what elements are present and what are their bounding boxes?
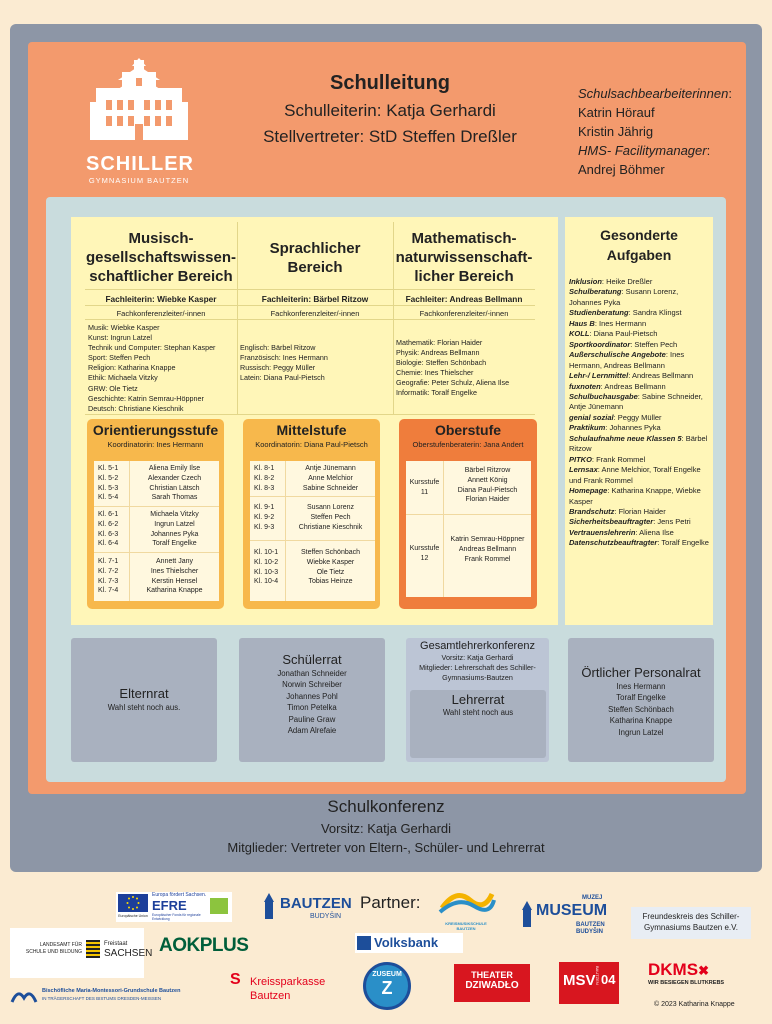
gesondert-item: Sicherheitsbeauftragter: Jens Petri	[569, 517, 691, 527]
schulkonferenz-title: Schulkonferenz	[327, 797, 445, 816]
montessori-icon	[10, 986, 38, 1004]
montessori-sub: IN TRÄGERSCHAFT DES BISTUMS DRESDEN-MEISSEN	[42, 996, 162, 1001]
gesondert-item: Außerschulische Angebote: Ines Hermann, Andreas Bellmann	[569, 350, 685, 370]
montessori-logo	[10, 984, 220, 1006]
klassen-9: Kl. 9-1 Kl. 9-2 Kl. 9-3	[254, 504, 275, 531]
gesondert-item: Lehr-/ Lernmittel: Andreas Bellmann	[569, 371, 694, 381]
lasub-text: LANDESAMT FÜR SCHULE UND BILDUNG	[25, 942, 82, 955]
dziwadlo-label: DZIWADŁO	[465, 980, 519, 991]
gesondert-item: Homepage: Katharina Knappe, Wiebke Kasper	[569, 486, 701, 506]
lehrer-7: Annett Jany Ines Thielscher Kerstin Hensel Katharina Knappe	[146, 558, 203, 595]
lehrer-9: Susann Lorenz Steffen Pech Christiane Kieschnik	[298, 504, 363, 531]
efre-logo	[116, 892, 232, 922]
kursstufe-12: Kursstufe 12	[409, 545, 440, 562]
eu-label: Europäische Union	[118, 914, 148, 918]
oberstufe-title: Oberstufe	[434, 422, 502, 438]
bereich-mathematisch-title: Mathematisch- naturwissenschaft- licher Bereich	[395, 230, 533, 285]
dkms-label: DKMS✖	[648, 960, 709, 979]
fachkonferenz-list-sprachlich: Englisch: Bärbel Ritzow Französisch: Ines Hermann Russisch: Peggy Müller Latein: Diana Paul-Pietsch	[240, 343, 328, 383]
bautzen-tower-icon	[262, 893, 276, 919]
personalrat-title: Örtlicher Personalrat	[581, 665, 701, 680]
mittelstufe-koordinatorin: Koordinatorin: Diana Paul-Pietsch	[255, 440, 368, 449]
klassen-8: Kl. 8-1 Kl. 8-2 Kl. 8-3	[254, 465, 275, 492]
school-building-icon	[86, 58, 192, 148]
schulkonferenz-vorsitz: Vorsitz: Katja Gerhardi	[320, 821, 452, 836]
lehrer-8: Antje Jünemann Anne Melchior Sabine Schneider	[302, 465, 359, 492]
mittelstufe-title: Mittelstufe	[276, 422, 347, 438]
efre-label: EFRE	[152, 898, 187, 913]
gesonderte-list	[569, 277, 711, 549]
freistaat-label: Freistaat	[104, 941, 128, 947]
sparkasse-city: Bautzen	[250, 990, 291, 1002]
theater-logo	[454, 964, 530, 1002]
gesondert-item: Schulbuchausgabe: Sabine Schneider, Antje Jünemann	[569, 391, 703, 412]
schulleitung-title: Schulleitung	[330, 72, 450, 94]
bereich-sprachlich-title: Sprachlicher Bereich	[269, 240, 361, 276]
facilitymanager-name: Andrej Böhmer	[578, 162, 665, 177]
efre-top: Europa fördert Sachsen.	[152, 892, 207, 898]
fachkonferenz-label-1: Fachkonferenzleiter/-innen	[116, 309, 206, 318]
orientierungsstufe-koordinatorin: Koordinatorin: Ines Hermann	[107, 440, 204, 449]
klassen-7: Kl. 7-1 Kl. 7-2 Kl. 7-3 Kl. 7-4	[98, 558, 119, 595]
gesondert-item: PITKO: Frank Rommel	[569, 454, 646, 464]
gesondert-item: Sportkoordinator: Steffen Pech	[569, 339, 678, 349]
lehrer-11: Bärbel Ritzrow Annett König Diana Paul-Pietsch Florian Haider	[457, 467, 518, 504]
museum-tower-icon	[520, 901, 534, 927]
bautzen-label: BAUTZEN	[280, 895, 352, 912]
schuelerrat-box	[239, 638, 385, 762]
gesondert-item: KOLL: Diana Paul-Pietsch	[569, 329, 658, 339]
fachkonferenz-list-mathematisch: Mathematik: Florian Haider Physik: Andreas Bellmann Biologie: Steffen Schönbach Chemie: Ines Thielscher Geografie: Peter Schulz, Aliena Ilse Informatik: Toralf Engelke	[396, 338, 510, 398]
gesamtlehrerkonferenz-title: Gesamtlehrerkonferenz	[420, 640, 535, 652]
msv-side: BAUTZEN	[595, 966, 600, 985]
bereich-musisch-title: Musisch- gesellschaftswissen- schaftlicher Bereich	[85, 230, 237, 285]
fachleiter-sprachlich: Fachleiterin: Bärbel Ritzow	[261, 294, 369, 304]
personalrat-list: Ines Hermann Toralf Engelke Steffen Schönbach Katharina Knappe Ingrun Latzel	[608, 682, 674, 737]
schulleiterin: Schulleiterin: Katja Gerhardi	[284, 101, 496, 120]
budysin-label: BUDYŠIN	[310, 913, 342, 920]
theater-label: THEATER	[471, 970, 513, 980]
efre-sub: Europäischer Fonds für regionale Entwicklung	[152, 913, 201, 921]
msv-label: MSV	[563, 972, 596, 989]
kms-label: KREISMUSIKSCHULE BAUTZEN	[445, 921, 487, 931]
lehrer-10: Steffen Schönbach Wiebke Kasper Ole Tietz Tobias Heinze	[300, 549, 361, 586]
sachbearbeiter-name-1: Katrin Hörauf	[578, 105, 655, 120]
lehrerrat-box	[410, 690, 546, 758]
volksbank-icon	[357, 936, 371, 950]
lehrerrat-text: Wahl steht noch aus	[442, 708, 514, 717]
personalrat-box	[568, 638, 714, 762]
gesondert-item: Inklusion: Heike Dreßler	[569, 277, 653, 286]
gesondert-item: Schulberatung: Susann Lorenz, Johannes Pyka	[569, 287, 679, 307]
logo-name: SCHILLER	[86, 153, 194, 175]
zuseum-logo	[363, 962, 411, 1010]
gesondert-item: Datenschutzbeauftragter: Toralf Engelke	[569, 538, 709, 548]
klassen-6: Kl. 6-1 Kl. 6-2 Kl. 6-3 Kl. 6-4	[98, 511, 119, 548]
gesondert-item: Schulaufnahme neue Klassen 5: Bärbel Ritzow	[569, 433, 708, 454]
lehrerrat-title: Lehrerrat	[451, 692, 505, 707]
dkms-sub: WIR BESIEGEN BLUTKREBS	[648, 980, 725, 986]
sachsen-label: SACHSEN	[104, 948, 153, 959]
museum-logo	[520, 895, 612, 941]
elternrat-text: Wahl steht noch aus.	[107, 703, 181, 712]
gesondert-item: Brandschutz: Florian Haider	[569, 506, 666, 516]
zuseum-z-icon: Z	[381, 978, 393, 998]
facilitymanager-label: HMS- Facilitymanager:	[578, 143, 711, 158]
montessori-label: Bischöfliche Maria-Montessori-Grundschule Bautzen	[42, 988, 181, 994]
freundeskreis-logo: Freundeskreis des Schiller-Gymnasiums Bautzen e.V.	[631, 907, 751, 939]
lehrer-12: Katrin Semrau-Höppner Andreas Bellmann Frank Rommel	[450, 536, 525, 563]
elternrat-title: Elternrat	[119, 686, 169, 701]
gesamt-mitglieder: Mitglieder: Lehrerschaft des Schiller-Gymnasiums-Bautzen	[419, 663, 536, 682]
oberstufe-beraterin: Oberstufenberaterin: Jana Andert	[412, 440, 524, 449]
gesondert-item: fuxnoten: Andreas Bellmann	[569, 381, 666, 391]
fachkonferenz-list-musisch: Musik: Wiebke Kasper Kunst: Ingrun Latzel Technik und Computer: Stephan Kasper Sport: Steffen Pech Religion: Katharina Knappe Ethik: Michaela Vitzky GRW: Ole Tietz Geschichte: Katrin Semrau-Höppner Deutsch: Christiane Kieschnik	[88, 323, 216, 413]
gesondert-item: Praktikum: Johannes Pyka	[569, 423, 661, 433]
msv-logo	[559, 962, 619, 1004]
schulkonferenz-mitglieder: Mitglieder: Vertreter von Eltern-, Schüler- und Lehrerrat	[227, 840, 545, 855]
partner-label: Partner:	[360, 893, 421, 912]
schiller-logo	[86, 58, 194, 185]
copyright: © 2023 Katharina Knappe	[654, 1001, 735, 1008]
gesondert-item: genial sozial: Peggy Müller	[569, 412, 662, 422]
gesondert-item: Haus B: Ines Hermann	[569, 318, 647, 328]
orientierungsstufe-title: Orientierungsstufe	[92, 422, 219, 438]
sachbearbeiter-label: Schulsachbearbeiterinnen:	[578, 86, 732, 101]
schuelerrat-list: Jonathan Schneider Norwin Schreiber Johannes Pohl Timon Petelka Pauline Graw Adam Alrefaie	[277, 669, 347, 736]
zuseum-label: ZUSEUM	[372, 971, 402, 978]
bautzen-logo	[262, 891, 352, 925]
sparkasse-icon: S	[230, 971, 241, 988]
stellvertreter: Stellvertreter: StD Steffen Dreßler	[263, 127, 517, 146]
msv-num: 04	[601, 972, 616, 987]
eu-flag-icon	[118, 894, 148, 912]
logo-sub: GYMNASIUM BAUTZEN	[88, 176, 190, 185]
gesamt-vorsitz: Vorsitz: Katja Gerhardi	[441, 653, 514, 662]
dkms-logo	[646, 960, 736, 988]
fachleiter-musisch: Fachleiterin: Wiebke Kasper	[105, 294, 217, 304]
kursstufe-11: Kursstufe 11	[409, 479, 440, 496]
gesondert-item: Lernsax: Anne Melchior, Toralf Engelke und Frank Rommel	[569, 465, 701, 485]
museum-top: MUZEJ	[582, 895, 603, 901]
efre-green-icon	[210, 898, 228, 914]
fachkonferenz-label-3: Fachkonferenzleiter/-innen	[419, 309, 509, 318]
elternrat-box	[71, 638, 217, 762]
sachbearbeiter-name-2: Kristin Jährig	[578, 124, 654, 139]
sparkasse-logo	[230, 970, 330, 1006]
volksbank-logo	[355, 933, 463, 953]
lehrer-6: Michaela Vitzky Ingrun Latzel Johannes Pyka Toralf Engelke	[150, 511, 199, 548]
klassen-10: Kl. 10-1 Kl. 10-2 Kl. 10-3 Kl. 10-4	[254, 549, 279, 586]
volksbank-label: Volksbank	[374, 935, 439, 950]
sparkasse-label: Kreissparkasse	[250, 976, 326, 988]
fachkonferenz-label-2: Fachkonferenzleiter/-innen	[270, 309, 360, 318]
museum-sub1: BAUTZEN	[576, 922, 605, 928]
sachsen-coat-icon	[86, 940, 100, 958]
gesondert-item: Vertrauenslehrerin: Aliena Ilse	[569, 527, 674, 537]
schuelerrat-title: Schülerrat	[282, 652, 342, 667]
gesonderte-title: Gesonderte Aufgaben	[600, 227, 678, 263]
lasub-logo	[10, 928, 153, 978]
music-wave-icon	[436, 886, 496, 916]
museum-sub2: BUDYŠIN	[576, 929, 604, 935]
klassen-5: Kl. 5-1 Kl. 5-2 Kl. 5-3 Kl. 5-4	[98, 465, 119, 502]
kreismusikschule-logo	[436, 886, 496, 931]
fachleiter-mathematisch: Fachleiter: Andreas Bellmann	[405, 294, 523, 304]
gesondert-item: Studienberatung: Sandra Klingst	[569, 308, 682, 318]
lehrer-5: Aliena Emily Ilse Alexander Czech Christian Lätsch Sarah Thomas	[147, 465, 202, 502]
museum-label: MUSEUM	[536, 902, 608, 919]
aok-logo: AOKPLUS	[159, 935, 249, 956]
